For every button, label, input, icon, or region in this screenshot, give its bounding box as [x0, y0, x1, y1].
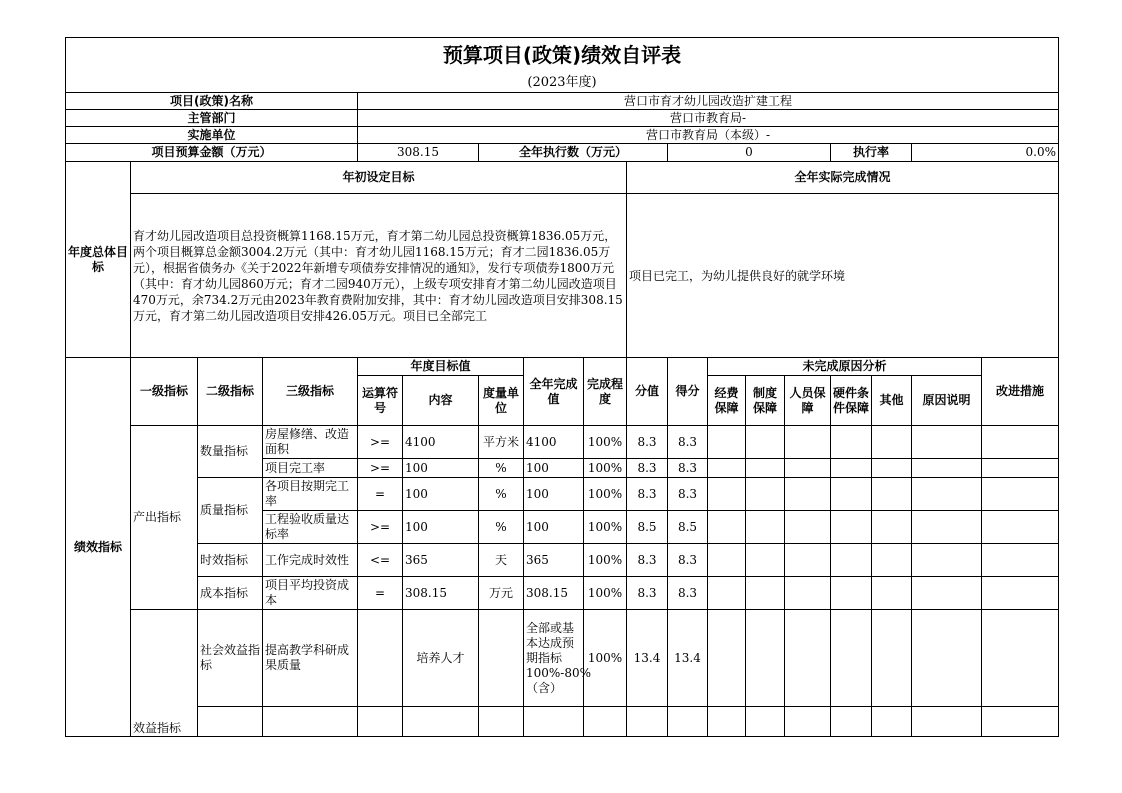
initial-goal-text: 育才幼儿园改造项目总投资概算1168.15万元，育才第二幼儿园总投资概算1836.05万元，两个项目概算总金额3004.2万元（其中：育才幼儿园1168.15万元；育才二园1836.05万元），根据省债务办《关于2022年新增专项债券安排情况的通知》，发行专项债券1800万元（其中：育才幼儿园860万元；育才二园940万元），上级专项安排育才第二幼儿园改造项目470万元，余734.2万元由2023年教育费附加安排，其中：育才幼儿园改造项目安排308.15万元，育才第二幼儿园改造项目安排426.05万元。项目已全部完工: [131, 194, 627, 358]
annual-goal-label: 年度总体目标: [66, 162, 131, 358]
cell-full: 8.3: [627, 577, 668, 610]
cell-full: 13.4: [627, 610, 668, 707]
cell-score: 8.3: [668, 478, 708, 511]
cell-l3: 工作完成时效性: [263, 544, 358, 577]
cell-done: 308.15: [524, 577, 584, 610]
evaluation-sheet: [65, 37, 1058, 735]
cell-content: 100: [403, 511, 479, 544]
cell-op: =: [358, 478, 403, 511]
cell-unit: 天: [479, 544, 524, 577]
cell-op: >=: [358, 426, 403, 459]
cell-content: 365: [403, 544, 479, 577]
cell-unit: %: [479, 478, 524, 511]
cell-unit: [479, 610, 524, 707]
rate-value: 0.0%: [912, 144, 1059, 162]
cell-full: 8.3: [627, 426, 668, 459]
page-title: 预算项目(政策)绩效自评表: [66, 38, 1059, 73]
cell-degree: 100%: [584, 478, 627, 511]
unit-value: 营口市教育局（本级）-: [358, 127, 1059, 144]
cell-score: 13.4: [668, 610, 708, 707]
cell-l3: 提高教学科研成果质量: [263, 610, 358, 707]
cell-degree: 100%: [584, 544, 627, 577]
cell-l3: 项目平均投资成本: [263, 577, 358, 610]
project-name-value: 营口市育才幼儿园改造扩建工程: [358, 93, 1059, 110]
cost-indicator-label: 成本指标: [198, 577, 263, 610]
header-reason-system: 制度保障: [746, 376, 785, 426]
cell-l3: 房屋修缮、改造面积: [263, 426, 358, 459]
cell-degree: 100%: [584, 459, 627, 478]
header-level2: 二级指标: [198, 358, 263, 426]
cell-op: >=: [358, 459, 403, 478]
cell-done: 全部或基本达成预期指标100%-80%（含）: [524, 610, 584, 707]
table-row: [66, 577, 1059, 610]
cell-full: 8.3: [627, 478, 668, 511]
benefit-indicator-label: 效益指标: [131, 610, 198, 737]
header-reason-hardware: 硬件条件保障: [831, 376, 872, 426]
header-degree: 完成程度: [584, 358, 627, 426]
table-row: [66, 426, 1059, 459]
cell-score: 8.3: [668, 459, 708, 478]
cell-score: 8.3: [668, 544, 708, 577]
cell-l3: 各项目按期完工率: [263, 478, 358, 511]
dept-value: 营口市教育局-: [358, 110, 1059, 127]
exec-label: 全年执行数（万元）: [479, 144, 668, 162]
cell-content: 100: [403, 478, 479, 511]
cell-content: 100: [403, 459, 479, 478]
header-improve: 改进措施: [982, 358, 1059, 426]
cell-full: 8.5: [627, 511, 668, 544]
header-score: 得分: [668, 358, 708, 426]
quality-indicator-label: 质量指标: [198, 478, 263, 544]
cell-degree: 100%: [584, 426, 627, 459]
table-row: [66, 478, 1059, 511]
quantity-indicator-label: 数量指标: [198, 426, 263, 478]
cell-done: 100: [524, 478, 584, 511]
cell-unit: 万元: [479, 577, 524, 610]
cell-content: 308.15: [403, 577, 479, 610]
cell-unit: 平方米: [479, 426, 524, 459]
header-reason-other: 其他: [872, 376, 912, 426]
initial-goal-header: 年初设定目标: [131, 162, 627, 194]
actual-completion-text: 项目已完工，为幼儿提供良好的就学环境: [627, 194, 1059, 358]
cell-full: 8.3: [627, 459, 668, 478]
header-reason-desc: 原因说明: [912, 376, 982, 426]
rate-label: 执行率: [831, 144, 912, 162]
cell-op: >=: [358, 511, 403, 544]
evaluation-table: [65, 37, 1059, 737]
header-level1: 一级指标: [131, 358, 198, 426]
cell-unit: %: [479, 511, 524, 544]
header-level3: 三级指标: [263, 358, 358, 426]
header-reason-staff: 人员保障: [785, 376, 831, 426]
cell-degree: 100%: [584, 610, 627, 707]
project-name-label: 项目(政策)名称: [66, 93, 358, 110]
output-indicator-label: 产出指标: [131, 426, 198, 610]
header-reason-group: 未完成原因分析: [708, 358, 982, 376]
table-row: [66, 544, 1059, 577]
cell-op: <=: [358, 544, 403, 577]
header-score-full: 分值: [627, 358, 668, 426]
cell-done: 100: [524, 459, 584, 478]
cell-op: [358, 610, 403, 707]
cell-content: 培养人才: [403, 610, 479, 707]
cell-l3: 工程验收质量达标率: [263, 511, 358, 544]
header-done: 全年完成值: [524, 358, 584, 426]
budget-value: 308.15: [358, 144, 479, 162]
table-row: [66, 707, 1059, 737]
header-operator: 运算符号: [358, 376, 403, 426]
cell-score: 8.5: [668, 511, 708, 544]
dept-label: 主管部门: [66, 110, 358, 127]
cell-degree: 100%: [584, 511, 627, 544]
header-unit: 度量单位: [479, 376, 524, 426]
perf-indicator-label: 绩效指标: [66, 358, 131, 737]
cell-done: 100: [524, 511, 584, 544]
budget-label: 项目预算金额（万元）: [66, 144, 358, 162]
cell-unit: %: [479, 459, 524, 478]
unit-label: 实施单位: [66, 127, 358, 144]
cell-degree: 100%: [584, 577, 627, 610]
cell-full: 8.3: [627, 544, 668, 577]
cell-score: 8.3: [668, 577, 708, 610]
exec-value: 0: [668, 144, 831, 162]
header-target-group: 年度目标值: [358, 358, 524, 376]
social-indicator-label: 社会效益指标: [198, 610, 263, 707]
table-row: [66, 610, 1059, 707]
cell-content: 4100: [403, 426, 479, 459]
cell-done: 4100: [524, 426, 584, 459]
cell-done: 365: [524, 544, 584, 577]
header-reason-fund: 经费保障: [708, 376, 746, 426]
year-subtitle: (2023年度): [66, 72, 1059, 93]
cell-op: =: [358, 577, 403, 610]
header-content: 内容: [403, 376, 479, 426]
time-indicator-label: 时效指标: [198, 544, 263, 577]
cell-l3: 项目完工率: [263, 459, 358, 478]
cell-score: 8.3: [668, 426, 708, 459]
actual-completion-header: 全年实际完成情况: [627, 162, 1059, 194]
